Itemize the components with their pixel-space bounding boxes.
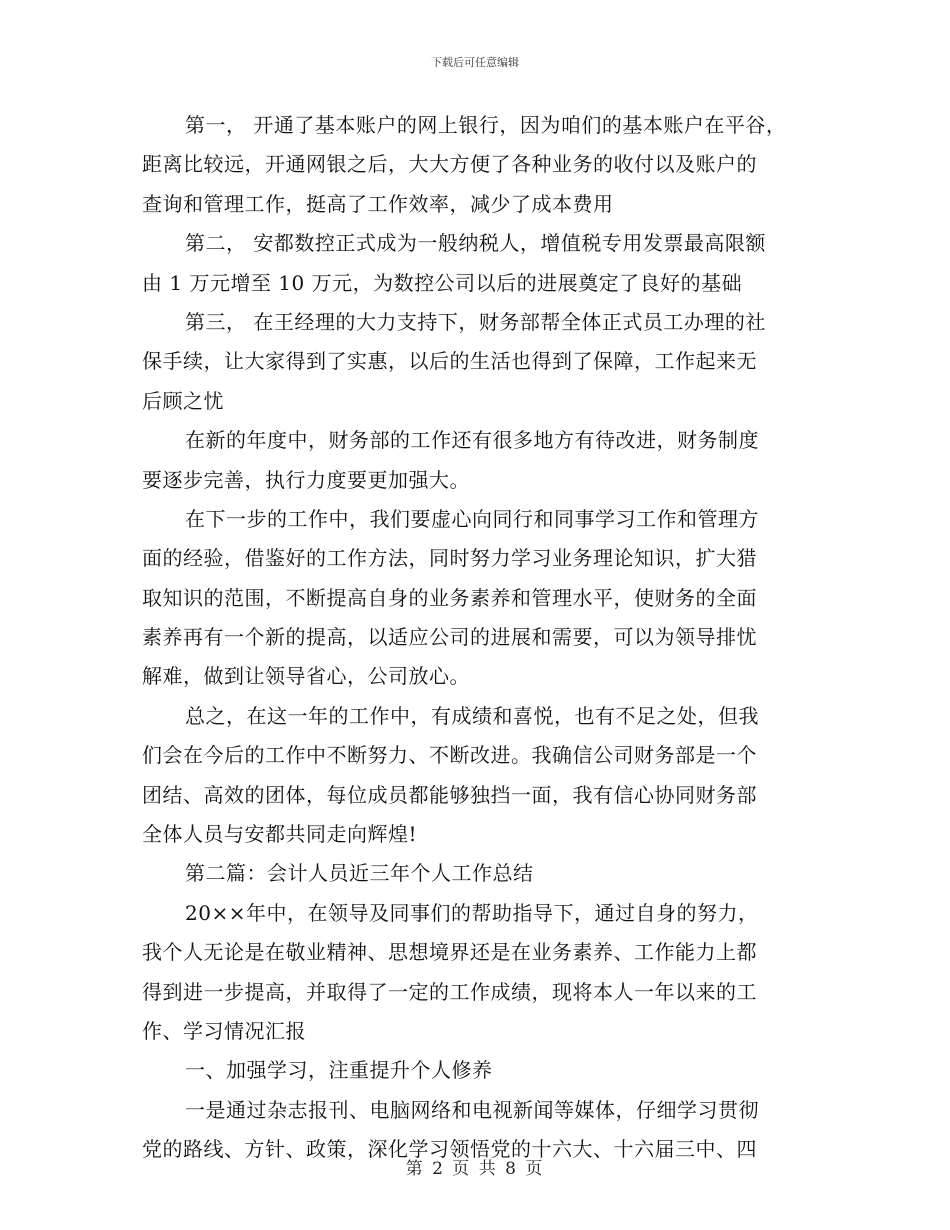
text-line: 团结、高效的团体，每位成员都能够独挡一面，我有信心协同财务部 [142, 782, 757, 807]
text-line: 一是通过杂志报刊、电脑网络和电视新闻等媒体，仔细学习贯彻 [185, 1097, 759, 1122]
document-body [142, 106, 812, 1170]
text-line: 在新的年度中，财务部的工作还有很多地方有待改进，财务制度 [185, 428, 759, 453]
text-line: 党的路线、方针、政策，深化学习领悟党的十六大、十六届三中、四 [142, 1137, 757, 1162]
text-line: 们会在今后的工作中不断努力、不断改进。我确信公司财务部是一个 [142, 743, 757, 768]
page-header: 下载后可任意编辑 [431, 56, 519, 69]
text-line: 全体人员与安都共同走向辉煌! [142, 822, 418, 847]
text-line: 距离比较远，开通网银之后，大大方便了各种业务的收付以及账户的 [142, 152, 757, 177]
text-line: 第三， 在王经理的大力支持下，财务部帮全体正式员工办理的社 [185, 309, 766, 334]
page-footer: 第 2 页 共 8 页 [405, 1159, 545, 1179]
text-line: 后顾之忧 [142, 388, 224, 413]
text-line: 得到进一步提高，并取得了一定的工作成绩，现将本人一年以来的工 [142, 979, 757, 1004]
text-line: 在下一步的工作中，我们要虚心向同行和同事学习工作和管理方 [185, 506, 759, 531]
text-line: 第二， 安都数控正式成为一般纳税人，增值税专用发票最高限额 [185, 231, 766, 256]
text-line: 要逐步完善，执行力度要更加强大。 [142, 467, 470, 492]
text-line: 保手续，让大家得到了实惠，以后的生活也得到了保障，工作起来无 [142, 349, 757, 374]
text-line: 面的经验，借鉴好的工作方法，同时努力学习业务理论知识，扩大猎 [142, 546, 757, 571]
text-line: 作、学习情况汇报 [142, 1018, 306, 1043]
text-line: 素养再有一个新的提高，以适应公司的进展和需要，可以为领导排忧 [142, 625, 757, 650]
section-heading: 第二篇：会计人员近三年个人工作总结 [185, 861, 534, 886]
text-line: 取知识的范围，不断提高自身的业务素养和管理水平，使财务的全面 [142, 585, 757, 610]
text-line: 查询和管理工作，挺高了工作效率，减少了成本费用 [142, 191, 614, 216]
subsection-heading: 一、加强学习，注重提升个人修养 [185, 1058, 493, 1083]
text-line: 我个人无论是在敬业精神、思想境界还是在业务素养、工作能力上都 [142, 940, 757, 965]
text-line: 20××年中，在领导及同事们的帮助指导下，通过自身的努力， [185, 900, 759, 925]
text-line: 第一， 开通了基本账户的网上银行，因为咱们的基本账户在平谷， [185, 113, 787, 137]
text-line: 由 1 万元增至 10 万元，为数控公司以后的进展奠定了良好的基础 [142, 270, 743, 295]
text-line: 总之，在这一年的工作中，有成绩和喜悦，也有不足之处，但我 [185, 703, 759, 728]
text-line: 解难，做到让领导省心，公司放心。 [142, 664, 470, 689]
